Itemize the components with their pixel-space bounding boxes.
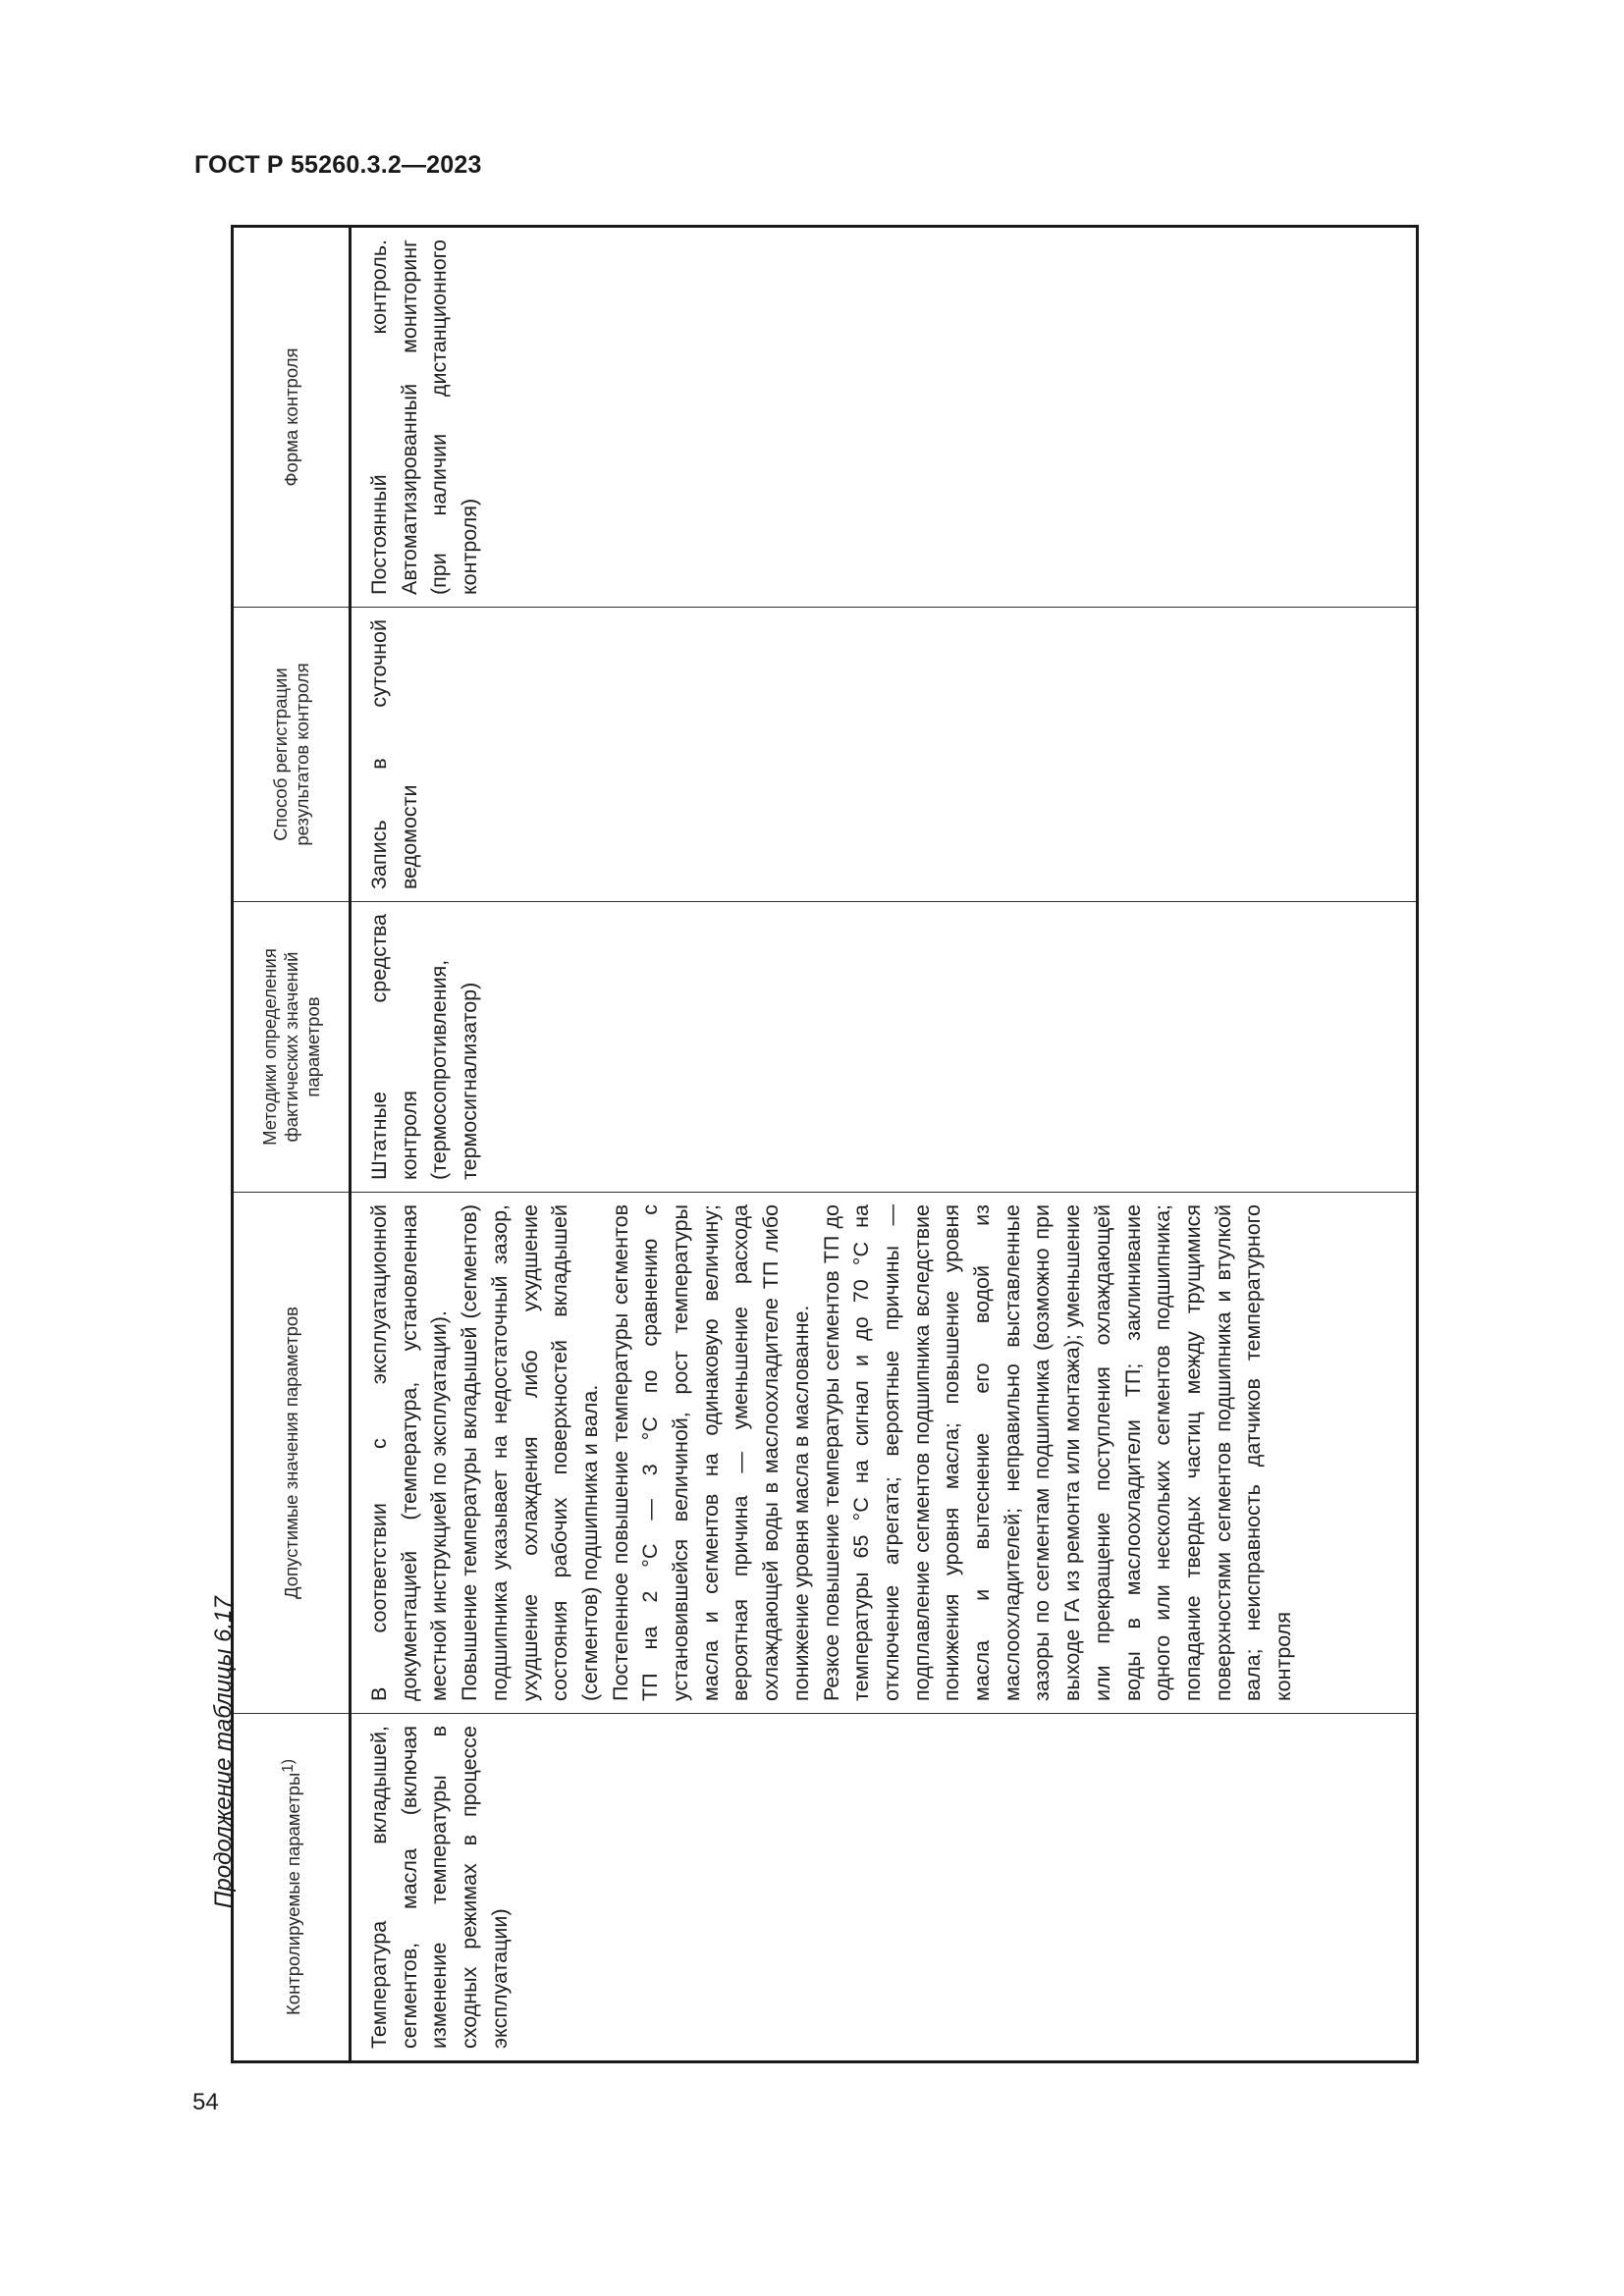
page-number: 54: [192, 2089, 219, 2115]
header-controlled-parameters-label: Контролируемые параметры: [283, 1772, 304, 2015]
cell-parameter: Температура вкладышей, сегментов, масла (включая изменение температуры в сходных режимах в процессе эксплуатации): [351, 1714, 1418, 2062]
cell-allowed-values: [351, 1193, 1418, 1714]
table-header-row: [233, 227, 351, 2062]
standard-header: ГОСТ Р 55260.3.2—2023: [194, 151, 482, 179]
header-allowed-values: Допустимые значения параметров: [233, 1193, 351, 1714]
header-controlled-parameters: [233, 1714, 351, 2062]
allowed-values-paragraph: Резкое повышение температуры сегментов ТП до температуры 65 °С на сигнал и до 70 °С на отключение агрегата; вероятные причины — подплавление сегментов подшипника вследствие понижения уровня масла; повышение уровня масла и вытеснение его водой из маслоохладителей; неправильно выставленные зазоры по сегментам подшипника (возможно при выходе ГА из ремонта или монтажа); уменьшение или прекращение поступления охлаждающей воды в маслоохладители ТП; заклинивание одного или нескольких сегментов подшипника; попадание твердых частиц между трущимися поверхностями сегментов подшипника и втулкой вала; неисправность датчиков температурного контроля: [819, 1204, 1296, 1701]
header-control-form: Форма контроля: [233, 227, 351, 608]
cell-registration: Запись в суточной ведомости: [351, 608, 1418, 902]
parameters-table: [231, 225, 1419, 2063]
header-registration-method: Способ регистрации результатов контроля: [233, 608, 351, 902]
cell-control-form: Постоянный контроль. Автоматизированный мониторинг (при наличии дистанционного контроля): [351, 227, 1418, 608]
header-methods: Методики определения фактических значений параметров: [233, 902, 351, 1193]
rotated-table-frame: [231, 228, 1419, 2063]
allowed-values-paragraph: В соответствии с эксплуатационной документацией (температура, установленная местной инструкцией по эксплуатации).: [367, 1204, 452, 1701]
cell-methods: Штатные средства контроля (термосопротивления, термосигнализатор): [351, 902, 1418, 1193]
table-caption: Продолжение таблицы 6.17: [210, 1596, 237, 1908]
footnote-marker: 1): [279, 1759, 297, 1773]
table-row: [351, 227, 1418, 2062]
allowed-values-paragraph: Повышение температуры вкладышей (сегментов) подшипника указывает на недостаточный зазор, ухудшение охлаждения либо ухудшение состояния рабочих поверхностей вкладышей (сегментов) подшипника и вала.: [458, 1204, 602, 1701]
allowed-values-paragraph: Постепенное повышение температуры сегментов ТП на 2 °С — 3 °С по сравнению с установившейся величиной, рост температуры масла и сегментов на одинаковую величину; вероятная причина — уменьшение расхода охлаждающей воды в маслоохладителе ТП либо понижение уровня масла в маслованне.: [608, 1204, 813, 1701]
